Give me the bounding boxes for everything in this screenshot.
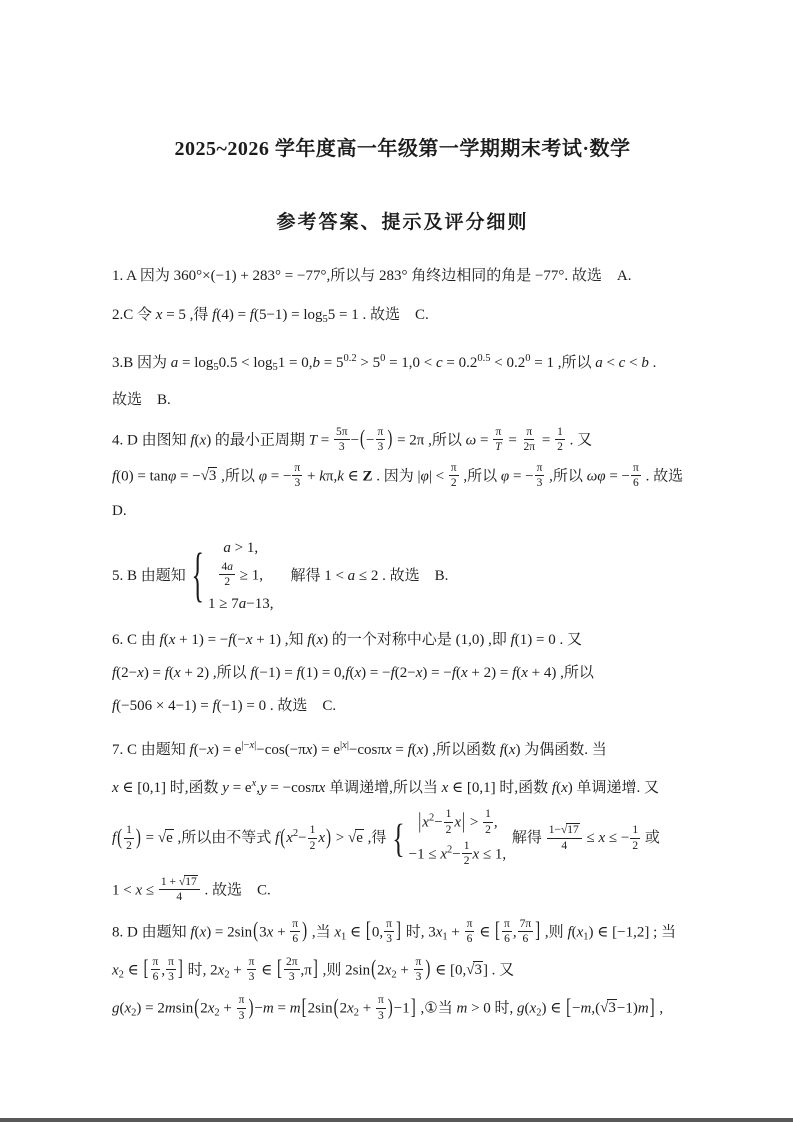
answer-line: $g(x_2) = 2msin(2x_2$ + $\frac{\pi}{3}$ )$-m = m[2\sin(2x_2$ + $\frac{\pi}{3}$ )−1] ,①当 m > 0 时, $g(x_2)$ ∈ [−m,(√3−1)m] , [112, 994, 664, 1022]
big-delimiter: ] [395, 918, 401, 943]
answer-line: 8. D 由题知 f(x) = 2sin(3x + $\frac{\pi}{6}$ ) ,当 $x_1$ ∈ [0, $\frac{\pi}{3}$ ] 时, $3x_1$ + $\frac{\pi}{6}$ ∈ [ $\frac{\pi}{6}$ , $\frac{7\pi}{6}$ ] ,则 $f(x_1)$ ∈ [−1,2] ; 当 [112, 917, 676, 945]
question-4-answer [112, 423, 693, 528]
big-delimiter: ] [177, 956, 183, 981]
big-delimiter: ] [535, 918, 541, 943]
fraction: $\frac{2\pi}{3}$ [285, 955, 298, 984]
big-delimiter: ] [410, 995, 416, 1020]
radical: √17 [560, 824, 579, 837]
big-delimiter: ( [117, 825, 123, 850]
fraction: $\frac{\pi}{3}$ [294, 461, 301, 490]
fraction: $\frac{\pi}{3}$ [386, 917, 392, 945]
big-delimiter: ( [333, 995, 339, 1020]
answer-line: f(0) = tanφ = −√3 ,所以 φ = − $\frac{\pi}{3}$ + kπ,k ∈ Z . 因为 |φ| < $\frac{\pi}{2}$ ,所以 φ = − $\frac{\pi}{3}$ ,所以 ωφ = − $\frac{\pi}{6}$ . 故选 [112, 461, 684, 490]
fraction: $\frac{1}{2}$ [632, 824, 639, 852]
subscript: 1 [583, 930, 589, 942]
subscript: 2 [214, 1007, 220, 1019]
fraction: $\frac{\pi}{3}$ [248, 955, 255, 984]
superscript: 2 [292, 828, 299, 840]
fraction: $\frac{7\pi}{6}$ [519, 917, 532, 945]
superscript: 0.5 [477, 353, 491, 364]
answer-line: 故选 B. [112, 392, 171, 408]
answer-line: f(2−x) = f(x + 2) ,所以 f(−1) = f(1) = 0,f(x) = −f(2−x) = −f(x + 2) = f(x + 4) ,所以 [112, 665, 594, 682]
big-delimiter: | [418, 809, 422, 834]
cases-system: { a > 1, $\frac{4a}{2}$ ≥ 1, 1 ≥ 7a−13, [191, 539, 274, 612]
document-content [0, 132, 793, 1029]
subscript: 1 [442, 930, 448, 942]
cases-system: { $|x^2-$ $\frac{1}{2}$ x| > $\frac{1}{2}$ , $-1 \le x^2-$ $\frac{1}{2}$ x ≤ 1, [392, 808, 507, 868]
fraction: $\frac{1}{2}$ [126, 824, 132, 852]
subscript: 2 [118, 969, 124, 981]
fraction: $\frac{1-√17}{4}$ [547, 823, 582, 853]
superscript: x [251, 778, 257, 790]
answers-body [112, 260, 693, 1029]
fraction: $\frac{\pi}{6}$ [466, 917, 473, 945]
big-delimiter: ) [387, 427, 393, 452]
answer-line: 1. A 因为 360°×(−1) + 283° = −77°,所以与 283° 角终边相同的角是 −77°. 故选 A. [112, 268, 632, 284]
big-delimiter: ) [248, 995, 254, 1020]
question-5-answer [112, 534, 693, 619]
fraction: $\frac{1}{2}$ [445, 808, 452, 836]
fraction: $\frac{4a}{2}$ [221, 561, 233, 589]
question-7-answer [112, 729, 693, 908]
page-title: 2025~2026 学年度高一年级第一学期期末考试·数学 [174, 138, 631, 160]
subscript: 5 [322, 314, 328, 325]
fraction: $\frac{\pi}{3}$ [377, 426, 384, 454]
subscript: 2 [536, 1007, 542, 1019]
answer-line: 5. B 由题知 { a > 1, $\frac{4a}{2}$ ≥ 1, 1 ≥ 7a−13, 解得 1 < a ≤ 2 . 故选 B. [112, 534, 693, 619]
superscript: |x| [340, 740, 349, 752]
fraction: $\frac{1 + √17}{4}$ [159, 875, 200, 905]
big-delimiter: [ [301, 995, 307, 1020]
fraction: $\frac{\pi}{3}$ [168, 955, 174, 984]
big-delimiter: [ [495, 918, 501, 943]
question-8-answer [112, 915, 693, 1030]
radical: √e [348, 830, 363, 847]
answer-line: 1 < x ≤ $\frac{1 + √17}{4}$ . 故选 C. [112, 875, 271, 904]
question-6-answer [112, 624, 693, 723]
answer-line: 2.C 令 x = 5 ,得 $f(4) = f(5-1) = \log_55 = 1$ . 故选 C. [112, 307, 429, 325]
big-delimiter: [ [566, 995, 572, 1020]
subscript: 2 [391, 969, 397, 981]
question-1-answer [112, 260, 693, 293]
superscript: 0 [380, 353, 386, 364]
page-bottom-border [0, 1118, 793, 1122]
superscript: 2 [428, 812, 435, 824]
subscript: 2 [353, 1007, 360, 1019]
big-delimiter: ) [326, 825, 332, 850]
fraction: $\frac{1}{2}$ [485, 808, 491, 836]
question-3-answer [112, 342, 693, 417]
fraction: $\frac{\pi}{6}$ [152, 955, 159, 984]
answer-line: f(−506 × 4−1) = f(−1) = 0 . 故选 C. [112, 698, 337, 715]
subscript: 2 [224, 969, 230, 981]
big-delimiter: [ [365, 918, 371, 943]
answer-line: 3.B 因为 $a = \log_50.5 < \log_51 = 0,b = 5^{0.2} > 5^0 = 1,0 < c = 0.2^{0.5} < 0.2^0 = 1$ ,所以 a < c < b . [112, 353, 657, 373]
subscript: 1 [341, 930, 347, 942]
big-delimiter: | [462, 809, 466, 834]
big-delimiter: [ [276, 956, 282, 981]
answer-line: 6. C 由 f(x + 1) = −f(−x + 1) ,知 f(x) 的一个对称中心是 (1,0) ,即 f(1) = 0 . 又 [112, 632, 582, 649]
fraction: $\frac{\pi}{3}$ [377, 994, 384, 1022]
big-delimiter: ( [253, 918, 259, 943]
big-delimiter: ] [649, 995, 655, 1020]
fraction: $\frac{\pi}{T}$ [495, 426, 502, 454]
fraction: $\frac{1}{2}$ [557, 426, 563, 454]
question-2-answer [112, 299, 693, 336]
superscript: |−x| [241, 740, 257, 752]
fraction: $\frac{\pi}{6}$ [292, 917, 299, 945]
fraction: $\frac{\pi}{3}$ [536, 461, 543, 490]
big-delimiter: ) [425, 956, 431, 981]
page-subtitle: 参考答案、提示及评分细则 [276, 212, 529, 233]
radical: √3 [600, 1000, 616, 1017]
superscript: 2 [447, 844, 453, 856]
answer-line: $x_2$ ∈ [ $\frac{\pi}{6}$ , $\frac{\pi}{3}$ ] 时, $2x_2$ + $\frac{\pi}{3}$ ∈ [ $\frac{2\pi}{3}$ ,π] ,则 $2\sin(2x_2$ + $\frac{\pi}{3}$ ) ∈ [0,√3] . 又 [112, 955, 515, 984]
radical: √3 [466, 962, 482, 979]
radical: √17 [178, 875, 197, 888]
big-delimiter: ) [135, 825, 141, 850]
fraction: $\frac{\pi}{2}$ [450, 461, 457, 490]
superscript: 0 [525, 353, 531, 364]
big-delimiter: ) [302, 918, 308, 943]
big-delimiter: ( [360, 427, 366, 452]
big-delimiter: ] [312, 956, 318, 981]
answer-line: 7. C 由题知 $f(-x) = e^{|-x|}-\cos(-\pi x) = e^{|x|}-\cos\pi x = f(x)$ ,所以函数 f(x) 为偶函数. 当 [112, 740, 607, 759]
big-delimiter: ( [194, 995, 200, 1020]
big-delimiter: [ [143, 956, 149, 981]
fraction: $\frac{\pi}{6}$ [633, 461, 639, 490]
fraction: $\frac{1}{2}$ [463, 840, 470, 868]
answer-line: f( $\frac{1}{2}$ ) = √e ,所以由不等式 $f(x^2-$ $\frac{1}{2}$ x) > √e ,得 { $|x^2-$ $\frac{1}{2}$ x| > $\frac{1}{2}$ , $-1 \le x^2-$ $\frac{1}{2}$ x ≤ 1, 解得 $\frac{1-√17}{4}$ ≤ x ≤ − $\frac{1}{2}$ 或 [112, 805, 693, 873]
fraction: $\frac{\pi}{2\pi}$ [523, 426, 536, 454]
radical: √3 [200, 468, 217, 485]
answer-line: D. [112, 502, 127, 519]
big-delimiter: ) [387, 995, 393, 1020]
fraction: $\frac{\pi}{6}$ [504, 917, 510, 945]
big-delimiter: ( [280, 825, 286, 850]
superscript: 0.2 [343, 353, 357, 364]
subscript: 2 [131, 1007, 137, 1019]
answer-line: x ∈ [0,1] 时,函数 $y = e^x,y = -\cos\pi x$ 单调递增,所以当 x ∈ [0,1] 时,函数 f(x) 单调递增. 又 [112, 778, 659, 797]
fraction: $\frac{5\pi}{3}$ [336, 426, 348, 454]
radical: √e [157, 830, 173, 847]
fraction: $\frac{\pi}{3}$ [238, 994, 245, 1022]
big-delimiter: ( [371, 956, 377, 981]
answer-line: 4. D 由图知 f(x) 的最小正周期 T = $\frac{5\pi}{3}$ −(− $\frac{\pi}{3}$ ) = 2π ,所以 ω = $\frac{\pi}{T}$ = $\frac{\pi}{2\pi}$ = $\frac{1}{2}$ . 又 [112, 426, 593, 454]
fraction: $\frac{1}{2}$ [309, 824, 316, 852]
fraction: $\frac{\pi}{3}$ [415, 955, 422, 984]
subscript: 5 [213, 362, 219, 373]
subscript: 5 [272, 362, 278, 373]
